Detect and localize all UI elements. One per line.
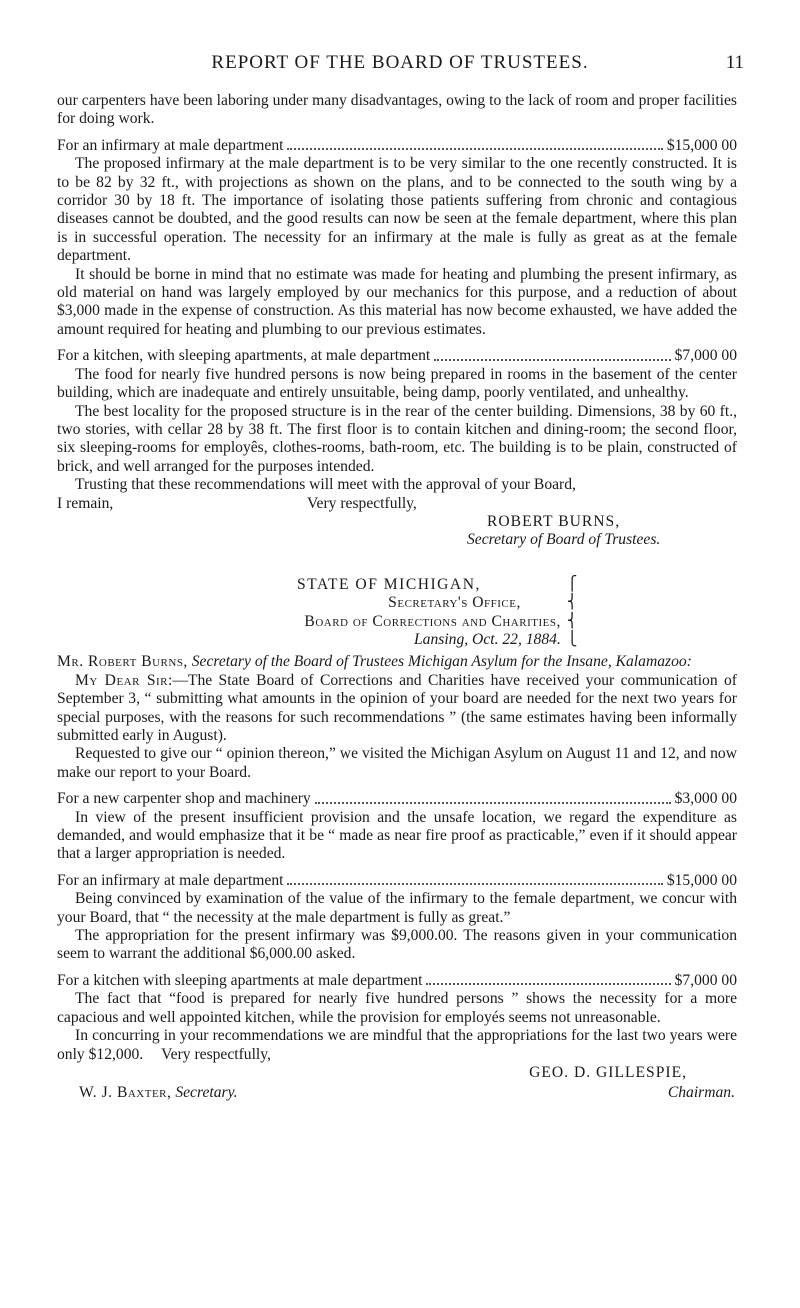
budget-item-label: For a kitchen with sleeping apartments at male department [57,971,423,989]
paragraph: The appropriation for the present infirmary was $9,000.00. The reasons given in your communication seem to warrant the additional $6,000.00 asked. [57,927,737,963]
paragraph [57,672,737,746]
dot-leader [434,347,670,360]
salutation-name: Mr. Robert Burns, [57,653,188,671]
budget-item-amount: $7,000 00 [674,347,737,365]
letter-closing: Very respectfully, [161,1045,271,1063]
budget-item [57,790,737,808]
greeting: My Dear Sir [75,671,168,689]
body-text [57,92,737,1103]
budget-item-amount: $7,000 00 [674,971,737,989]
closing-line [57,495,737,513]
paragraph: Being convinced by examination of the value of the infirmary to the female department, we concur with your Board, that “ the necessity at the male department is fully as great.” [57,890,737,926]
secretary-name: W. J. Baxter, [79,1084,172,1102]
budget-item [57,872,737,890]
budget-item-label: For a new carpenter shop and machinery [57,790,311,808]
chair-name: GEO. D. GILLESPIE, [529,1063,687,1081]
page-header [56,52,744,76]
budget-item [57,347,737,365]
paragraph: Requested to give our “ opinion thereon,” we visited the Michigan Asylum on August 11 and 12, and now make our report to your Board. [57,745,737,781]
budget-item-label: For an infirmary at male department [57,871,284,889]
salutation-rest: Secretary of the Board of Trustees Michigan Asylum for the Insane, Kalamazoo: [191,653,692,671]
address-line: STATE OF MICHIGAN, [297,575,481,593]
chair-title: Chairman. [667,1084,735,1102]
salutation [57,653,737,671]
paragraph: The food for nearly five hundred persons is now being prepared in rooms in the basement of the center building, which are inadequate and entirely unsuitable, being damp, poorly ventilated, and unhealthy. [57,365,737,402]
closing-left: I remain, [57,494,114,512]
bottom-signatures [57,1084,737,1102]
address-line: Lansing, Oct. 22, 1884. [414,630,561,648]
letter-address [57,576,737,650]
paragraph: It should be borne in mind that no estimate was made for heating and plumbing the present infirmary, as old material on hand was largely employed by our mechanics for this purpose, and a reduction of about $3,000 made in the expense of construction. As this material has now become exhausted, we have added the amount required for heating and plumbing to our previous estimates. [57,265,737,338]
signature-name: ROBERT BURNS, [487,512,621,530]
address-line: Secretary's Office, [388,594,521,612]
budget-item-amount: $15,000 00 [666,871,737,889]
paragraph [57,1027,737,1064]
paragraph: The best locality for the proposed structure is in the rear of the center building. Dimensions, 38 by 60 ft., two stories, with cellar 28 by 38 ft. The first floor is to contain kitchen and dining-room; the second floor, six sleeping-rooms for employês, clothes-rooms, bath-room, etc. The building is to be plain, constructed of brick, and well arranged for the purposes intended. [57,402,737,475]
paragraph: The fact that “food is prepared for nearly five hundred persons ” shows the necessity for a more capacious and well appointed kitchen, while the provision for employés seems not unreasonable. [57,990,737,1026]
budget-item-amount: $15,000 00 [666,136,737,154]
paragraph: our carpenters have been laboring under many disadvantages, owing to the lack of room and proper facilities for doing work. [57,92,737,128]
signature-title: Secretary of Board of Trustees. [467,531,661,549]
dot-leader [426,972,670,985]
budget-item-label: For a kitchen, with sleeping apartments, at male department [57,347,431,365]
secretary-signature [57,1084,238,1102]
dot-leader [287,872,662,885]
address-line: Board of Corrections and Charities, [304,612,561,630]
secretary-title: Secretary. [175,1084,238,1102]
dot-leader [315,790,671,803]
brace: ⎧ ⎨ ⎨ ⎩ [566,576,578,647]
paragraph-text: In concurring in your recommendations we are mindful that the appropriations for the last two years were only $12,000. [57,1027,737,1063]
paragraph: Trusting that these recommendations will meet with the approval of your Board, [75,476,576,494]
running-head: REPORT OF THE BOARD OF TRUSTEES. [211,52,589,73]
budget-item [57,972,737,990]
paragraph: The proposed infirmary at the male department is to be very similar to the one recently constructed. It is to be 82 by 32 ft., with projections as shown on the plans, and to be connected to the south wing by a corridor 30 by 18 ft. The importance of isolating those patients suffering from chronic and contagious diseases cannot be doubted, and the good results can now be seen at the female department, where this plan is in successful operation. The necessity for an infirmary at the male is fully as great as at the female department. [57,155,737,265]
paragraph-text: :—The State Board of Corrections and Charities have received your communication of September 3, “ submitting what amounts in the opinion of your board are needed for the next two years for special purposes, with the reasons for such recommendations ” (the same estimates having been informally submitted early in August). [57,671,737,744]
budget-item [57,137,737,155]
budget-item-label: For an infirmary at male department [57,136,284,154]
page-number: 11 [725,52,744,73]
closing-right: Very respectfully, [307,494,417,512]
dot-leader [287,137,662,150]
paragraph: In view of the present insufficient provision and the unsafe location, we regard the expenditure as demanded, and would emphasize that it be “ made as near fire proof as practicable,” even if it should appear that a larger appropriation is needed. [57,808,737,863]
budget-item-amount: $3,000 00 [674,790,737,808]
